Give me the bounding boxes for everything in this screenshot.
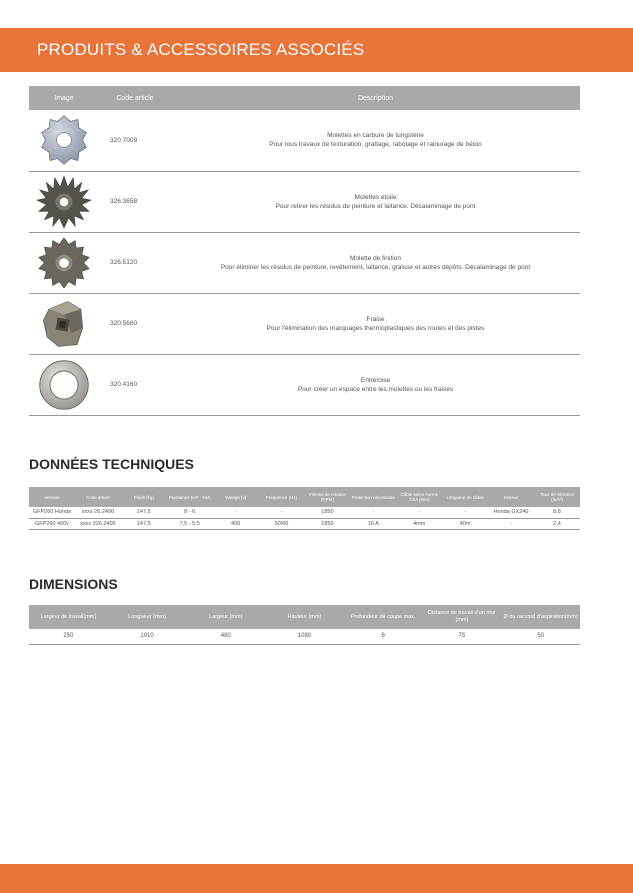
tech-cell: 7,5 - 5,5 [167, 518, 213, 529]
tungsten-cutter-image [35, 112, 93, 168]
product-image-cell [29, 232, 99, 293]
product-name: Fraise [366, 315, 385, 323]
tech-cell: - [396, 507, 442, 518]
product-name: Molettes en carbure de tungstène [327, 132, 424, 140]
product-description [171, 293, 580, 354]
tech-table [29, 487, 580, 530]
product-code: 326.3658 [99, 171, 171, 232]
tech-cell: 400 [213, 518, 259, 529]
tech-cell: 8 - 6 [167, 507, 213, 518]
dims-cell: 1010 [108, 629, 187, 644]
tech-header: Puissance (HP - kW) [167, 487, 213, 507]
tech-cell: 40m [442, 518, 488, 529]
tech-cell: 147,5 [121, 518, 167, 529]
dims-cell: 75 [423, 629, 502, 644]
tech-header: Fréquence (Hz) [259, 487, 305, 507]
product-image-cell [29, 354, 99, 415]
table-row [29, 232, 580, 293]
dims-header: Distance de travail d'un mur (mm) [423, 605, 502, 629]
tech-cell: 2,4 [534, 518, 580, 529]
dims-header: Profondeur de coupe max. [344, 605, 423, 629]
tech-header: Voltage (v) [213, 487, 259, 507]
tech-cell: - [213, 507, 259, 518]
product-code: 320.7009 [99, 110, 171, 171]
tech-cell: xxxx 26.2400 [75, 507, 121, 518]
tech-cell: 1850 [304, 518, 350, 529]
table-row [29, 518, 580, 529]
dims-header: Ø du raccord d'aspiration(mm) [501, 605, 580, 629]
product-description [171, 232, 580, 293]
tech-cell: - [350, 507, 396, 518]
dims-header-row [29, 605, 580, 629]
tech-cell: Honda GX240 [488, 507, 534, 518]
table-row [29, 171, 580, 232]
tech-header: Code article [75, 487, 121, 507]
tech-cell: 147,5 [121, 507, 167, 518]
product-description [171, 171, 580, 232]
product-detail: Pour éliminer les résidus de peinture, revêtement, laitance, graisse et autres dépôts. Décalaminage de pont [220, 263, 531, 271]
dims-table [29, 605, 580, 645]
tech-section-title: DONNÉES TECHNIQUES [29, 456, 194, 472]
tech-header-row [29, 487, 580, 507]
dims-cell: 1080 [265, 629, 344, 644]
product-image-cell [29, 110, 99, 171]
tech-header: Vitesse de rotation (RPM) [304, 487, 350, 507]
product-detail: Pour créer un espace entre les molettes ou les fraises [297, 385, 454, 393]
tech-cell: 1850 [304, 507, 350, 518]
dims-header: Hauteur (mm) [265, 605, 344, 629]
star-cutter-image [35, 174, 93, 230]
header-banner [0, 28, 633, 72]
tech-cell: GFP260 400v [29, 518, 75, 529]
product-code: 320.4160 [99, 354, 171, 415]
dims-section-title: DIMENSIONS [29, 576, 118, 592]
table-row [29, 629, 580, 644]
dims-cell: 6 [344, 629, 423, 644]
footer-bar [0, 864, 633, 893]
milling-cutter-image [35, 296, 93, 352]
header-image: Image [29, 86, 99, 110]
tech-cell: 50/60 [259, 518, 305, 529]
products-table [29, 86, 580, 416]
tech-cell: 16 A [350, 518, 396, 529]
header-description: Description [171, 86, 580, 110]
tech-header: Poids (kg) [121, 487, 167, 507]
table-row [29, 110, 580, 171]
table-row [29, 507, 580, 518]
tech-cell: GFP260 Honda [29, 507, 75, 518]
tech-cell: 4mm [396, 518, 442, 529]
product-detail: Pour tous travaux de texturation, grattage, rabotage et rainurage de béton [269, 141, 482, 149]
page-title: PRODUITS & ACCESSOIRES ASSOCIÉS [37, 40, 365, 59]
table-row [29, 354, 580, 415]
spacer-washer-image [35, 357, 93, 413]
product-image-cell [29, 171, 99, 232]
tech-cell: xxxx 326.2406 [75, 518, 121, 529]
dims-cell: 50 [501, 629, 580, 644]
product-code: 326.5120 [99, 232, 171, 293]
header-code: Code article [99, 86, 171, 110]
tech-cell: 8,8 [534, 507, 580, 518]
dims-cell: 250 [29, 629, 108, 644]
product-description [171, 110, 580, 171]
tech-header: Taux de vibration (m/s²) [534, 487, 580, 507]
product-code: 320.5680 [99, 293, 171, 354]
tech-header: Moteur [488, 487, 534, 507]
tech-header: Version [29, 487, 75, 507]
dims-header: Largeur de travail(mm) [29, 605, 108, 629]
tech-cell: - [488, 518, 534, 529]
product-detail: Pour retirer les résidus de peinture et laitance. Décalaminage de pont [275, 202, 476, 210]
dims-cell: 480 [186, 629, 265, 644]
product-name: Molettes étoile [354, 193, 397, 201]
tech-header: Protection nécessaire [350, 487, 396, 507]
finishing-cutter-image [35, 235, 93, 291]
product-description [171, 354, 580, 415]
dims-header: Longueur (mm) [108, 605, 187, 629]
table-row [29, 293, 580, 354]
tech-cell: - [259, 507, 305, 518]
product-detail: Pour l'élimination des marquages thermoplastiques des routes et des pistes [266, 324, 485, 332]
tech-cell: - [442, 507, 488, 518]
tech-header: Longueur de câble [442, 487, 488, 507]
product-image-cell [29, 293, 99, 354]
dims-header: Largeur (mm) [186, 605, 265, 629]
products-header-row [29, 86, 580, 110]
product-name: Molette de finition [350, 254, 401, 262]
tech-header: Câble selon norme CSA (mm) [396, 487, 442, 507]
product-name: Entretoise [360, 376, 391, 384]
